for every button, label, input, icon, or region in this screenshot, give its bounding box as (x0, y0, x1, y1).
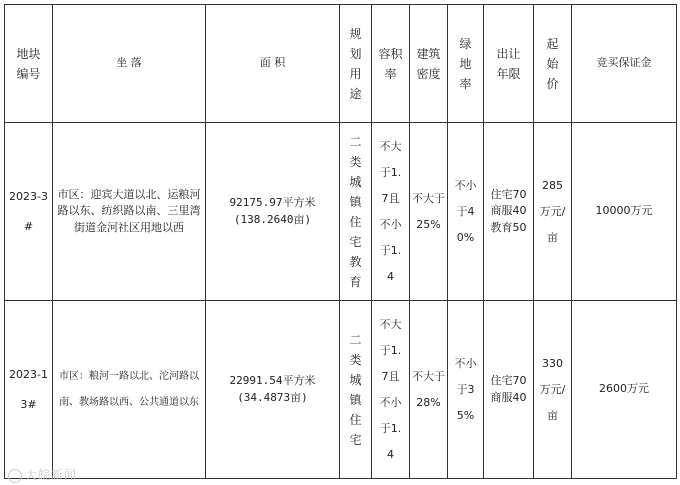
table-header-row (5, 5, 677, 123)
table-row (5, 123, 677, 301)
area-mu: (34.4873亩) (237, 390, 308, 404)
cell-id: 2023-3# (5, 123, 53, 301)
cell-area (206, 123, 340, 301)
area-m2: 92175.97平方米 (229, 196, 316, 209)
cell-usage: 二类城镇住宅教育 (340, 123, 372, 301)
cell-green: 不小于40% (448, 123, 484, 301)
table-row (5, 301, 677, 479)
cell-area (206, 301, 340, 479)
cell-green: 不小于35% (448, 301, 484, 479)
area-m2: 22991.54平方米 (229, 374, 316, 387)
header-area: 面 积 (206, 5, 340, 123)
cell-usage: 二类城镇住宅 (340, 301, 372, 479)
header-deposit: 竞买保证金 (572, 5, 677, 123)
term-residential: 住宅70 (490, 374, 527, 387)
header-location: 坐 落 (53, 5, 206, 123)
cell-far: 不大于1.7且不小于1.4 (372, 301, 410, 479)
cell-deposit: 2600万元 (572, 301, 677, 479)
area-mu: (138.2640亩) (233, 212, 312, 226)
cell-price: 285万元/亩 (534, 123, 572, 301)
cell-term (484, 301, 534, 479)
header-far: 容积率 (372, 5, 410, 123)
cell-density: 不大于25% (410, 123, 448, 301)
cell-location: 市区：迎宾大道以北、运粮河路以东、纺织路以南、三里湾街道金河社区用地以西 (53, 123, 206, 301)
term-education: 教育50 (490, 220, 527, 234)
cell-term (484, 123, 534, 301)
header-green: 绿地率 (448, 5, 484, 123)
news-logo-icon (8, 469, 22, 483)
cell-price: 330万元/亩 (534, 301, 572, 479)
cell-deposit: 10000万元 (572, 123, 677, 301)
watermark: 大皖新闻 (8, 466, 77, 483)
header-usage: 规划用途 (340, 5, 372, 123)
header-id: 地块编号 (5, 5, 53, 123)
land-parcel-table (4, 4, 677, 479)
term-commercial: 商服40 (490, 204, 527, 218)
cell-id: 2023-13# (5, 301, 53, 479)
header-price: 起始价 (534, 5, 572, 123)
cell-density: 不大于28% (410, 301, 448, 479)
cell-location: 市区：粮河一路以北、沱河路以南、教场路以西、公共通道以东 (53, 301, 206, 479)
term-residential: 住宅70 (490, 187, 527, 201)
cell-far: 不大于1.7且不小于1.4 (372, 123, 410, 301)
header-term: 出让年限 (484, 5, 534, 123)
term-commercial: 商服40 (490, 390, 527, 404)
header-density: 建筑密度 (410, 5, 448, 123)
